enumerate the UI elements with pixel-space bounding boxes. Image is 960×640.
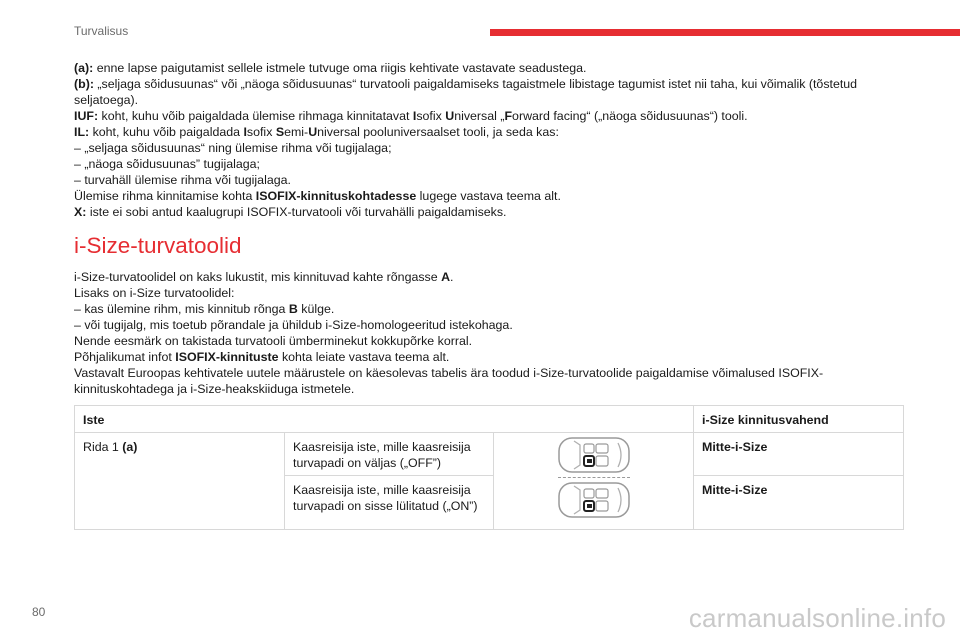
car-seat-diagram-icon — [558, 437, 630, 473]
note-tether: Ülemise rihma kinnitamise kohta ISOFIX-kinnituskohtadesse lugege vastava teema alt. — [74, 189, 561, 203]
header-accent-bar — [490, 29, 960, 36]
section-para: Lisaks on i-Size turvatoolidel: — [74, 286, 235, 300]
note-b: (b): „seljaga sõidusuunas“ või „näoga sõidusuunas“ turvatooli paigaldamiseks tagaistmele libistage tagumist istet nii taha, kui võimalik (tõstetud seljatoega). — [74, 77, 858, 107]
page-content — [74, 60, 904, 530]
row-desc-cell: Kaasreisija iste, mille kaasreisija turvapadi on sisse lülitatud („ON”) — [285, 476, 494, 530]
watermark: carmanualsonline.info — [688, 603, 946, 633]
section-para: Põhjalikumat infot ISOFIX-kinnituste kohta leiate vastava teema alt. — [74, 350, 450, 364]
row-label-cell: Rida 1 (a) — [75, 433, 285, 530]
note-iuf: IUF: koht, kuhu võib paigaldada ülemise rihmaga kinnitatavat Isofix Universal „Forward facing“ („näoga sõidusuunas“) tooli. — [74, 109, 748, 123]
car-diagram-cell — [494, 433, 694, 530]
note-x: X: iste ei sobi antud kaalugrupi ISOFIX-turvatooli või turvahälli paigaldamiseks. — [74, 205, 507, 219]
list-item: – turvahäll ülemise rihma või tugijalaga. — [74, 173, 291, 187]
note-a: (a): enne lapse paigutamist sellele istmele tutvuge oma riigis kehtivate vastavate seadustega. — [74, 61, 587, 75]
list-item: – või tugijalg, mis toetub põrandale ja ühildub i-Size-homologeeritud istekohaga. — [74, 318, 513, 332]
section-title: i-Size-turvatoolid — [74, 233, 242, 258]
row-desc-cell: Kaasreisija iste, mille kaasreisija turvapadi on väljas („OFF”) — [285, 433, 494, 476]
table-row — [75, 433, 904, 476]
isize-table — [74, 405, 904, 530]
diagram-separator — [558, 477, 630, 478]
row-value-cell: Mitte-i-Size — [694, 433, 904, 476]
section-para: i-Size-turvatoolidel on kaks lukustit, mis kinnituvad kahte rõngasse A. — [74, 270, 454, 284]
note-il: IL: koht, kuhu võib paigaldada Isofix Semi-Universal pooluniversaalset tooli, ja seda kas: — [74, 125, 559, 139]
list-item: – „näoga sõidusuunas” tugijalaga; — [74, 157, 260, 171]
car-seat-diagram-icon — [558, 482, 630, 518]
table-header-device: i-Size kinnitusvahend — [694, 406, 904, 433]
list-item: – kas ülemine rihm, mis kinnitub rõnga B külge. — [74, 302, 335, 316]
row-value-cell: Mitte-i-Size — [694, 476, 904, 530]
page-header-title: Turvalisus — [74, 24, 129, 38]
section-para: Nende eesmärk on takistada turvatooli ümberminekut kokkupõrke korral. — [74, 334, 473, 348]
page-number: 80 — [32, 605, 46, 619]
table-header-seat: Iste — [75, 406, 694, 433]
list-item: – „seljaga sõidusuunas“ ning ülemise rihma või tugijalaga; — [74, 141, 392, 155]
table-header-row — [75, 406, 904, 433]
section-para: Vastavalt Euroopas kehtivatele uutele määrustele on käesolevas tabelis ära toodud i-Size-turvatoolide paigaldamise võimalused ISOFIX-kinnituskohtadega ja i-Size-heakskiiduga istmetele. — [74, 366, 824, 396]
